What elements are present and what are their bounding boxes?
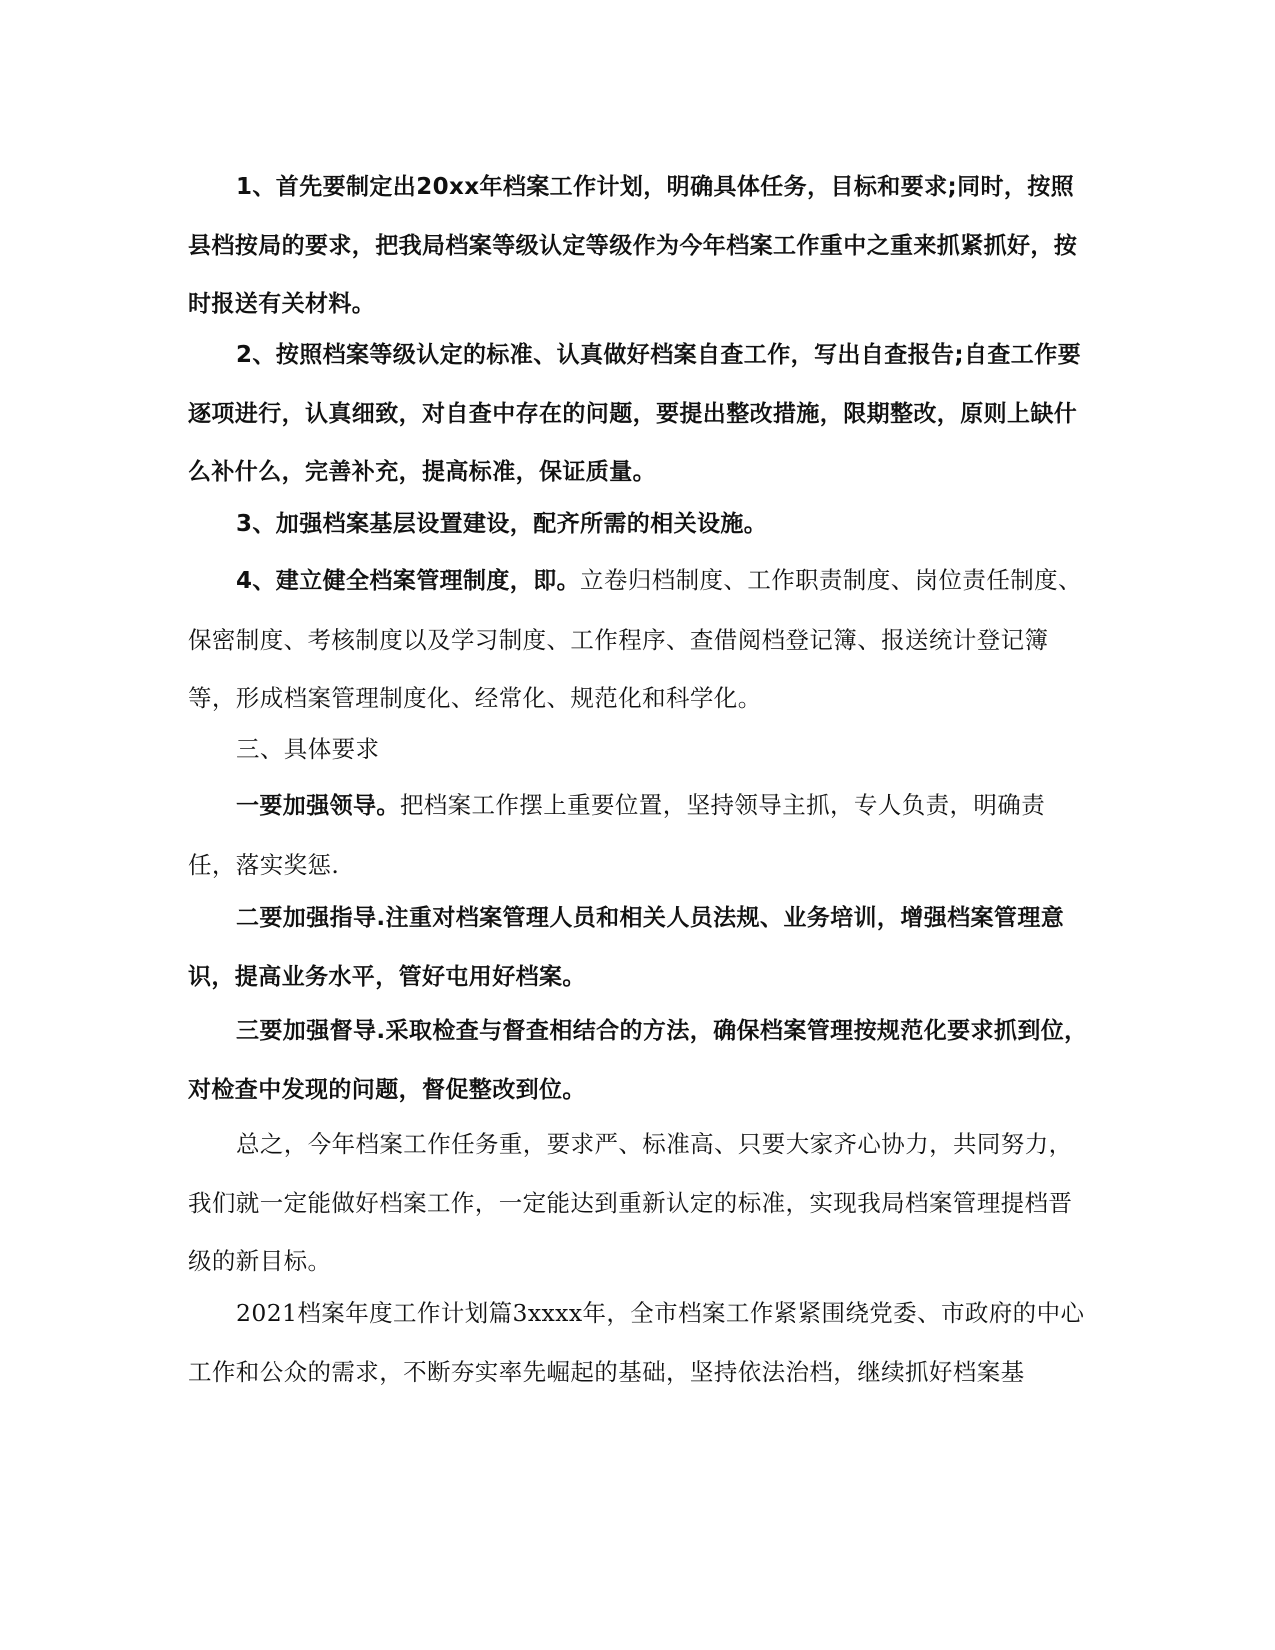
paragraph-item-1: 1、首先要制定出20xx年档案工作计划，明确具体任务，目标和要求;同时，按照县档按局的要求，把我局档案等级认定等级作为今年档案工作重中之重来抓紧抓好，按时报送有关材料。 [188,174,1078,317]
requirement-1 [188,776,1088,894]
paragraph-item-4 [188,551,1088,728]
requirement-1-lead: 一要加强领导。 [236,793,400,819]
summary-paragraph: 总之，今年档案工作任务重，要求严、标准高、只要大家齐心协力，共同努力，我们就一定能做好档案工作，一定能达到重新认定的标准，实现我局档案管理提档晋级的新目标。 [188,1130,1073,1275]
requirement-2: 二要加强指导.注重对档案管理人员和相关人员法规、业务培训，增强档案管理意识，提高业务水平，管好屯用好档案。 [188,905,1065,990]
paragraph-item-3: 3、加强档案基层设置建设，配齐所需的相关设施。 [236,511,768,537]
paragraph-item-2: 2、按照档案等级认定的标准、认真做好档案自查工作，写出自查报告;自查工作要逐项进行，认真细致，对自查中存在的问题，要提出整改措施，限期整改，原则上缺什么补什么，完善补充，提高标准，保证质量。 [188,342,1082,485]
item-4-lead: 4、建立健全档案管理制度，即。 [236,568,581,594]
item-4-body: 立卷归档制度、工作职责制度、岗位责任制度、保密制度、考核制度以及学习制度、工作程序、查借阅档登记簿、报送统计登记簿等，形成档案管理制度化、经常化、规范化和科学化。 [188,566,1082,712]
section-heading-3: 三、具体要求 [236,735,380,763]
plan-paragraph: 2021档案年度工作计划篇3xxxx年，全市档案工作紧紧围绕党委、市政府的中心工作和公众的需求，不断夯实率先崛起的基础，坚持依法治档，继续抓好档案基 [188,1299,1085,1386]
requirement-1-body: 把档案工作摆上重要位置，坚持领导主抓，专人负责，明确责任，落实奖惩. [188,791,1046,879]
requirement-3: 三要加强督导.采取检查与督查相结合的方法，确保档案管理按规范化要求抓到位，对检查中发现的问题，督促整改到位。 [188,1018,1088,1103]
